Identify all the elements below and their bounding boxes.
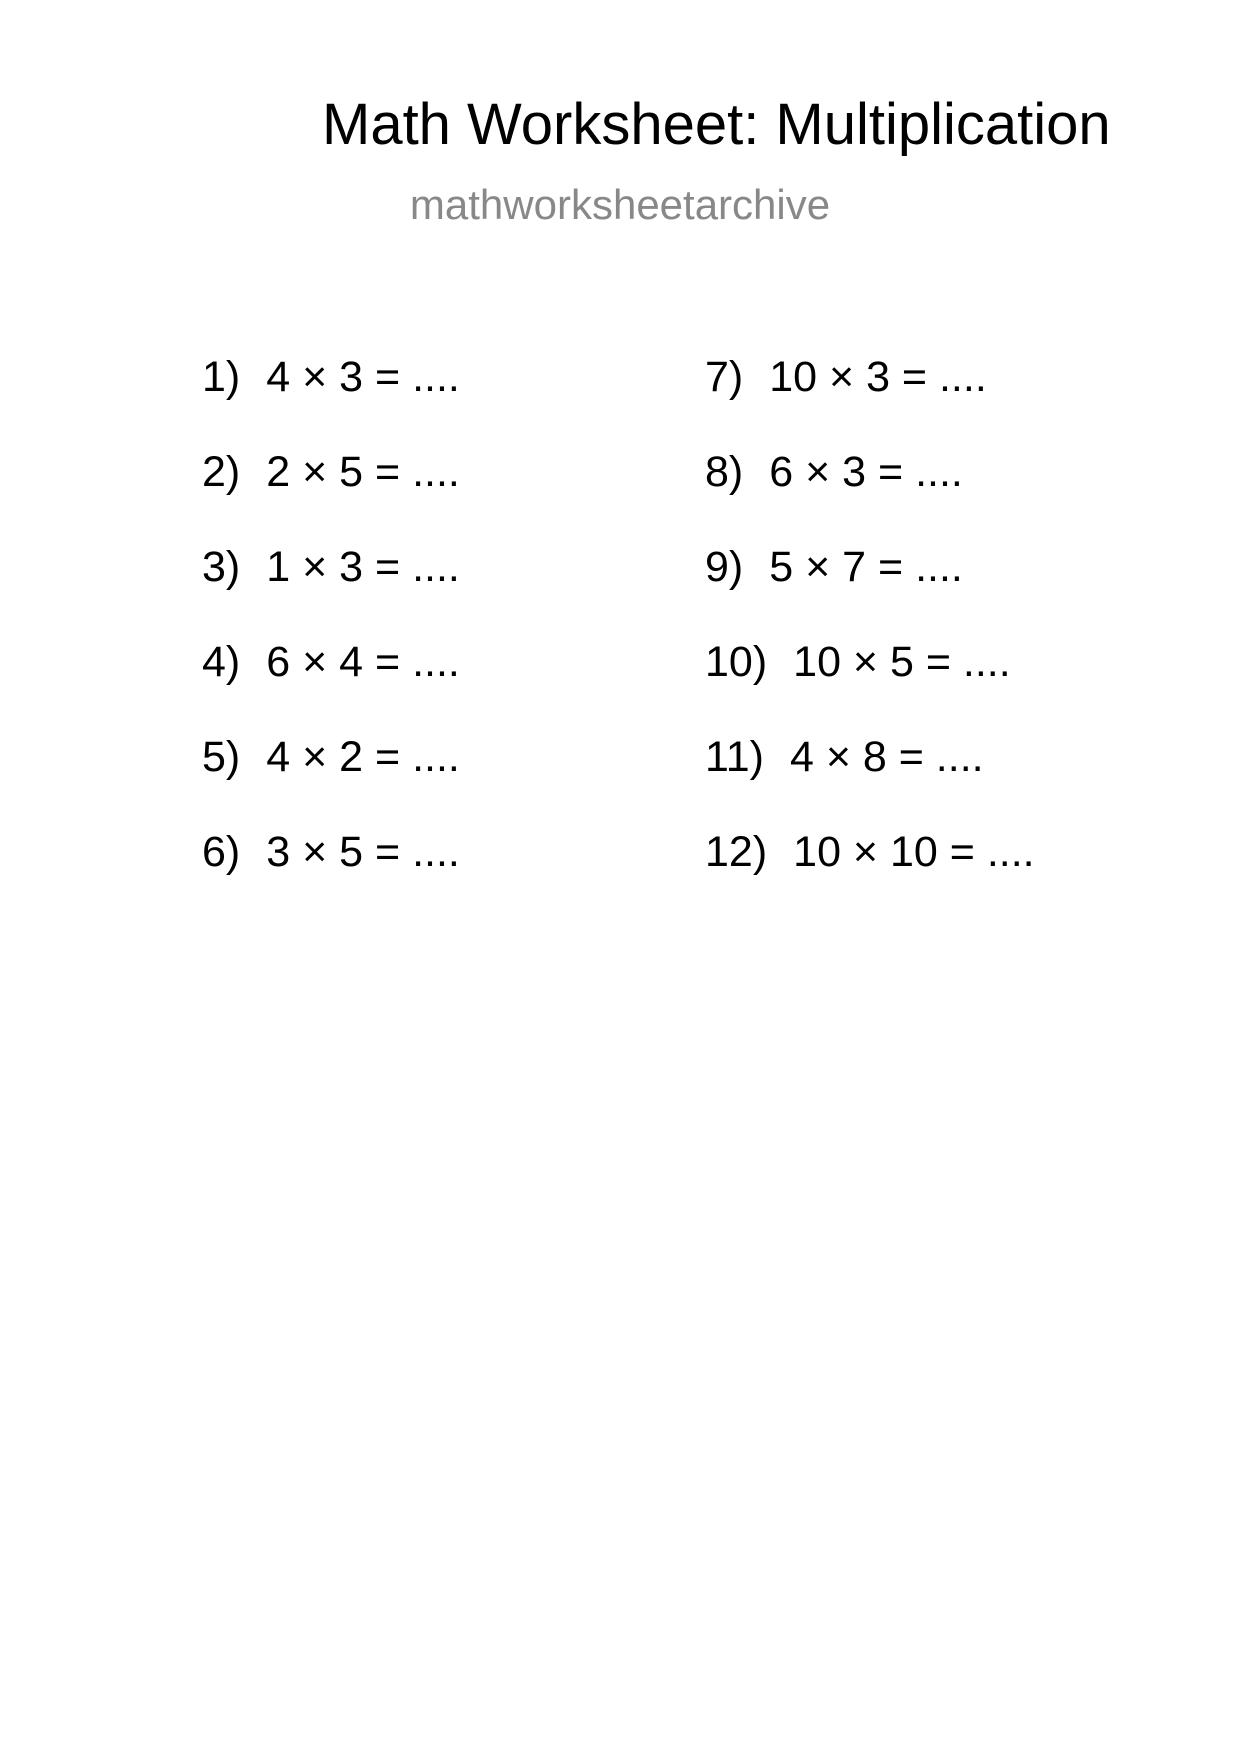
problem-expression: 3 × 5 = .... [266, 828, 460, 876]
problem-expression: 1 × 3 = .... [266, 543, 460, 591]
problem-number: 2) [202, 448, 241, 496]
problem-expression: 10 × 3 = .... [769, 353, 987, 401]
problem-6 [202, 827, 460, 922]
problem-12 [705, 827, 1035, 922]
problem-8 [705, 447, 1035, 542]
problem-column-left [202, 352, 460, 922]
worksheet-source: mathworksheetarchive [409, 181, 831, 228]
problem-number: 4) [202, 638, 241, 686]
problem-column-right [705, 352, 1035, 922]
problem-number: 8) [705, 448, 744, 496]
problem-number: 11) [705, 733, 764, 781]
problem-1 [202, 352, 460, 447]
problem-number: 5) [202, 733, 241, 781]
problem-10 [705, 637, 1035, 732]
problem-expression: 6 × 3 = .... [769, 448, 963, 496]
problem-number: 7) [705, 353, 744, 401]
problem-number: 1) [202, 353, 241, 401]
problem-number: 10) [705, 638, 768, 686]
problem-number: 9) [705, 543, 744, 591]
problem-number: 12) [705, 828, 768, 876]
problem-expression: 10 × 5 = .... [793, 638, 1011, 686]
problem-5 [202, 732, 460, 827]
problem-expression: 4 × 8 = .... [789, 733, 984, 781]
problem-7 [705, 352, 1035, 447]
problem-number: 3) [202, 543, 241, 591]
problem-expression: 2 × 5 = .... [266, 448, 460, 496]
problem-expression: 4 × 3 = .... [266, 353, 460, 401]
worksheet-title: Math Worksheet: Multiplication [322, 92, 1111, 157]
problem-3 [202, 542, 460, 637]
problem-expression: 6 × 4 = .... [266, 638, 460, 686]
problem-11 [705, 732, 1035, 827]
problem-expression: 5 × 7 = .... [769, 543, 963, 591]
problem-9 [705, 542, 1035, 637]
problem-2 [202, 447, 460, 542]
problem-4 [202, 637, 460, 732]
problem-expression: 4 × 2 = .... [266, 733, 460, 781]
problem-expression: 10 × 10 = .... [793, 828, 1035, 876]
problem-number: 6) [202, 828, 241, 876]
